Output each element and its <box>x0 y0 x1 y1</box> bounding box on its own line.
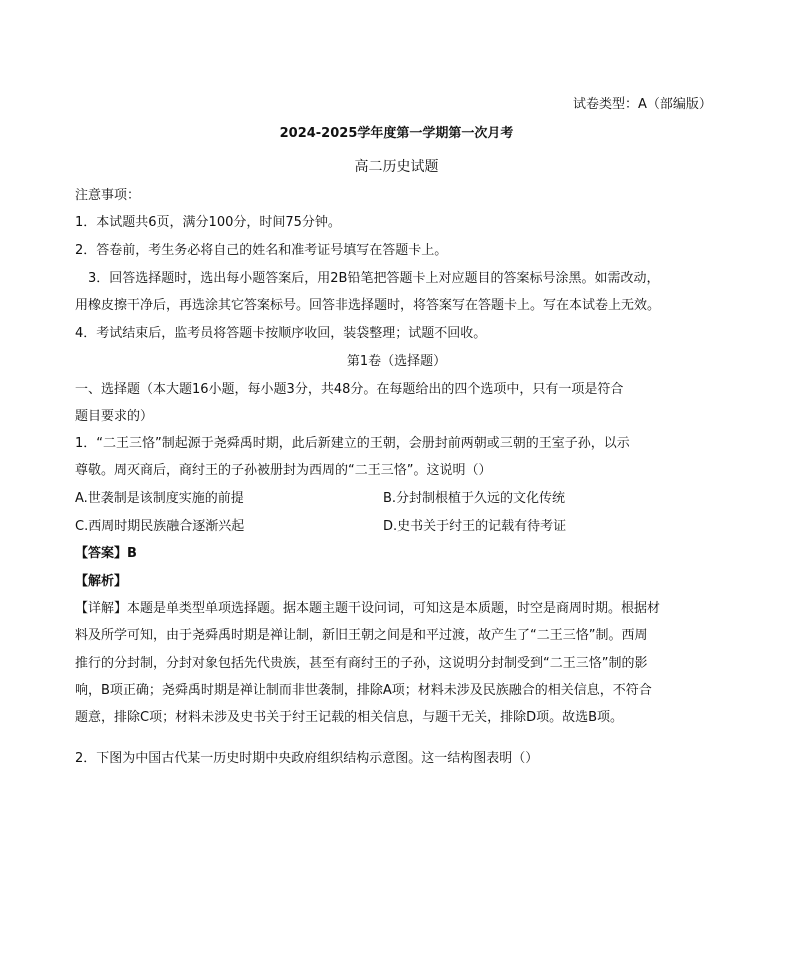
detail-text: 料及所学可知，由于尧舜禹时期是禅让制，新旧王朝之间是和平过渡，故产生了“二王三恪”制。西周 <box>75 628 648 643</box>
option-b: B.分封制根植于久远的文化传统 <box>383 491 566 506</box>
notes-heading: 注意事项： <box>75 188 141 203</box>
answer-label: 【答案】B <box>75 546 137 561</box>
analysis-label: 【解析】 <box>75 574 128 589</box>
question-1-stem: 1．“二王三恪”制起源于尧舜禹时期，此后新建立的王朝，会册封前两朝或三朝的王室子孙，以示 <box>75 436 630 451</box>
option-c: C.西周时期民族融合逐渐兴起 <box>75 519 245 534</box>
detail-text: 响，B项正确；尧舜禹时期是禅让制而非世袭制，排除A项；材料未涉及民族融合的相关信息，不符合 <box>75 683 652 698</box>
note-item: 3．回答选择题时，选出每小题答案后，用2B铅笔把答题卡上对应题目的答案标号涂黑。如需改动， <box>88 271 660 286</box>
paper-type: 试卷类型：A（部编版） <box>573 97 712 112</box>
option-d: D.史书关于纣王的记载有待考证 <box>383 519 567 534</box>
section-title: 第1卷（选择题） <box>346 354 447 369</box>
exam-title: 2024-2025学年度第一学期第一次月考 <box>279 126 514 141</box>
question-1-stem: 尊敬。周灭商后，商纣王的子孙被册封为西周的“二王三恪”。这说明（） <box>75 463 492 478</box>
note-item: 2．答卷前，考生务必将自己的姓名和准考证号填写在答题卡上。 <box>75 243 448 258</box>
subject-title: 高二历史试题 <box>354 159 439 175</box>
section-intro: 题目要求的） <box>75 409 154 424</box>
note-item: 用橡皮擦干净后，再选涂其它答案标号。回答非选择题时，将答案写在答题卡上。写在本试卷上无效。 <box>75 298 661 313</box>
section-intro: 一、选择题（本大题16小题，每小题3分，共48分。在每题给出的四个选项中，只有一项是符合 <box>75 382 624 397</box>
detail-text: 【详解】本题是单类型单项选择题。据本题主题干设问词，可知这是本质题，时空是商周时期。根据材 <box>75 601 661 616</box>
option-a: A.世袭制是该制度实施的前提 <box>75 491 244 506</box>
detail-text: 推行的分封制，分封对象包括先代贵族，甚至有商纣王的子孙，这说明分封制受到“二王三恪”制的影 <box>75 656 648 671</box>
question-2-stem: 2．下图为中国古代某一历史时期中央政府组织结构示意图。这一结构图表明（） <box>75 751 539 766</box>
detail-text: 题意，排除C项；材料未涉及史书关于纣王记载的相关信息，与题干无关，排除D项。故选B项。 <box>75 710 624 725</box>
note-item: 1．本试题共6页，满分100分，时间75分钟。 <box>75 215 341 230</box>
note-item: 4．考试结束后，监考员将答题卡按顺序收回，装袋整理；试题不回收。 <box>75 326 487 341</box>
